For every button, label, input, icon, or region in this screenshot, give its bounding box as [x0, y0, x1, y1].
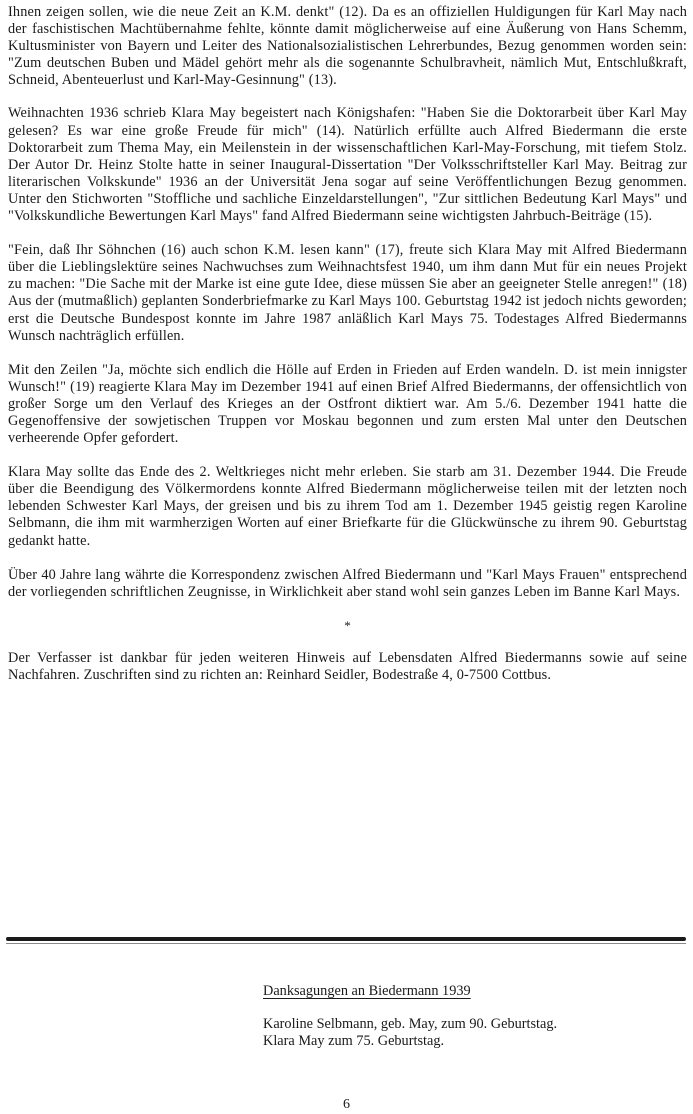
thanks-line: Klara May zum 75. Geburtstag. — [263, 1033, 445, 1049]
page-number: 6 — [343, 1097, 350, 1112]
paragraph-kriegsende: Klara May sollte das Ende des 2. Weltkrieges nicht mehr erleben. Sie starb am 31. Dezember 1944. Die Freude über die Beendigung des Völkermordens konnte Alfred Biedermann möglicherweise teilen mit der letzten noch lebenden Schwester Karl Mays, der greisen und bis zu ihrem Tod am 1. Dezember 1945 geistig regen Karoline Selbmann, die ihm mit warmherzigen Worten auf einer Briefkarte für die Glückwünsche zu ihrem 90. Geburtstag gedankt hatte. — [8, 464, 687, 549]
paragraph-korrespondenz: Über 40 Jahre lang währte die Korrespondenz zwischen Alfred Biedermann und "Karl Mays Frauen" entsprechend der vorliegenden schriftlichen Zeugnisse, in Wirklichkeit aber stand wohl sein ganzes Leben im Banne Karl Mays. — [8, 566, 687, 600]
paragraph-briefmarke: "Fein, daß Ihr Söhnchen (16) auch schon K.M. lesen kann" (17), freute sich Klara May mit Alfred Biedermann über die Lieblingslektüre seines Nachwuchses zum Weihnachtsfest 1940, um ihm dann Mut für ein neues Projekt zu machen: "Die Sache mit der Marke ist eine gute Idee, diese müssen Sie aber an geeigneter Stelle anregen!" (18) Aus der (mutmaßlich) geplanten Sonderbriefmarke zu Karl Mays 100. Geburtstag 1942 ist jedoch nichts geworden; erst die Deutsche Bundespost konnte im Jahre 1987 anläßlich Karl Mays 75. Todestages Alfred Biedermanns Wunsch nachträglich erfüllen. — [8, 242, 687, 344]
thanks-title: Danksagungen an Biedermann 1939 — [263, 983, 471, 999]
paragraph-ostfront: Mit den Zeilen "Ja, möchte sich endlich die Hölle auf Erden in Frieden auf Erden wandeln. D. ist mein innigster Wunsch!" (19) reagierte Klara May im Dezember 1941 auf einen Brief Alfred Biedermanns, der offensichtlich von großer Sorge um den Verlauf des Krieges an der Ostfront diktiert war. Am 5./6. Dezember 1941 hatte die Gegenoffensive der sowjetischen Truppen vor Moskau begonnen und zum ersten Mal unter den Deutschen verheerende Opfer gefordert. — [8, 361, 687, 447]
paragraph-doktorarbeit: Weihnachten 1936 schrieb Klara May begeistert nach Königshafen: "Haben Sie die Doktorarbeit über Karl May gelesen? Es war eine große Freude für mich" (14). Natürlich erfüllte auch Alfred Biedermann die erste Doktorarbeit zum Thema May, ein Meilenstein in der wissenschaftlichen Karl-May-Forschung, mit tiefem Stolz. Der Autor Dr. Heinz Stolte hatte in seiner Inaugural-Dissertation "Der Volksschriftsteller Karl May. Beitrag zur literarischen Volkskunde" 1936 an der Universität Jena sogar auf seine Veröffentlichungen Bezug genommen. Unter den Stichworten "Stoffliche und sachliche Einzeldarstellungen", "Zur sittlichen Bedeutung Karl Mays" und "Volkskundliche Bewertungen Karl Mays" fand Alfred Biedermann seine wichtigsten Jahrbuch-Beiträge (15). — [8, 105, 687, 225]
closing-note: Der Verfasser ist dankbar für jeden weiteren Hinweis auf Lebensdaten Alfred Biedermanns sowie auf seine Nachfahren. Zuschriften sind zu richten an: Reinhard Seidler, Bodestraße 4, 0-7500 Cottbus. — [8, 649, 687, 683]
article-body — [8, 4, 687, 701]
horizontal-rule — [6, 937, 686, 941]
paragraph-schemm-quote: Ihnen zeigen sollen, wie die neue Zeit an K.M. denkt" (12). Da es an offiziellen Huldigungen für Karl May nach der faschistischen Machtübernahme fehlte, könnte damit möglicherweise auf eine Äußerung von Hans Schemm, Kultusminister von Bayern und Leiter des Nationalsozialistischen Lehrerbundes, Bezug genommen worden sein: "Zum deutschen Buben und Mädel gehört mehr als die sogenannte Schulbravheit, nämlich Mut, Entschlußkraft, Schneid, Abenteuerlust und Karl-May-Gesinnung" (13). — [8, 4, 687, 89]
thanks-line: Karoline Selbmann, geb. May, zum 90. Geburtstag. — [263, 1016, 558, 1032]
thanks-box — [263, 983, 683, 1050]
section-separator: * — [344, 617, 351, 633]
horizontal-rule-shadow — [6, 943, 686, 944]
